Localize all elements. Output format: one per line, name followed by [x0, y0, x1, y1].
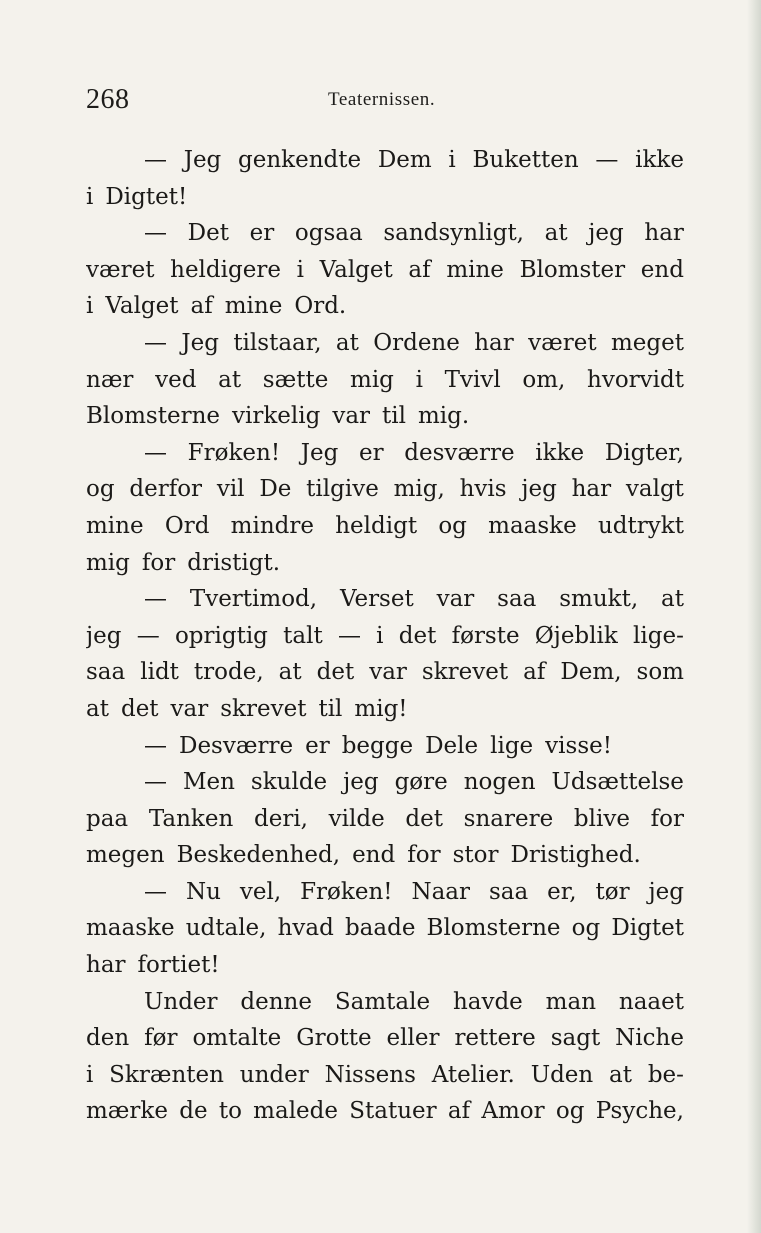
text-line: — Desværre er begge Dele lige visse! [144, 732, 612, 759]
text-line: den før omtalte Grotte eller rettere sagt Niche [86, 1025, 684, 1052]
text-line: — Nu vel, Frøken! Naar saa er, tør jeg [144, 878, 684, 905]
text-line: mig for dristigt. [86, 549, 281, 576]
text-line: været heldigere i Valget af mine Blomster end [86, 256, 684, 283]
text-line: i Valget af mine Ord. [86, 293, 347, 320]
text-line: at det var skrevet til mig! [86, 695, 408, 722]
page-number: 268 [86, 84, 130, 115]
page-edge-shadow [747, 0, 761, 1233]
text-line: mine Ord mindre heldigt og maaske udtrykt [86, 512, 684, 539]
text-line: megen Beskedenhed, end for stor Dristighed. [86, 842, 641, 869]
text-line: mærke de to malede Statuer af Amor og Psyche, [86, 1098, 684, 1125]
text-line: Under denne Samtale havde man naaet [144, 988, 684, 1015]
body-text [86, 142, 684, 1130]
text-line: — Frøken! Jeg er desværre ikke Digter, [144, 439, 684, 466]
text-line: i Digtet! [86, 183, 188, 210]
text-line: i Skrænten under Nissens Atelier. Uden at be- [86, 1061, 684, 1088]
text-line: — Jeg tilstaar, at Ordene har været meget [144, 329, 684, 356]
text-line: nær ved at sætte mig i Tvivl om, hvorvidt [86, 366, 684, 393]
text-line: — Det er ogsaa sandsynligt, at jeg har [144, 220, 684, 247]
text-line: paa Tanken deri, vilde det snarere blive for [86, 805, 684, 832]
text-line: maaske udtale, hvad baade Blomsterne og Digtet [86, 915, 684, 942]
text-line: har fortiet! [86, 952, 220, 979]
text-line: — Tvertimod, Verset var saa smukt, at [144, 586, 684, 613]
text-line: saa lidt trode, at det var skrevet af Dem, som [86, 659, 684, 686]
text-line: Blomsterne virkelig var til mig. [86, 403, 470, 430]
text-line: — Men skulde jeg gøre nogen Udsættelse [144, 769, 684, 796]
running-title: Teaternissen. [328, 89, 436, 110]
text-line: — Jeg genkendte Dem i Buketten — ikke [144, 147, 684, 173]
running-head [86, 80, 686, 114]
text-line: jeg — oprigtig talt — i det første Øjeblik lige- [86, 622, 684, 649]
text-line: og derfor vil De tilgive mig, hvis jeg har valgt [86, 476, 684, 503]
